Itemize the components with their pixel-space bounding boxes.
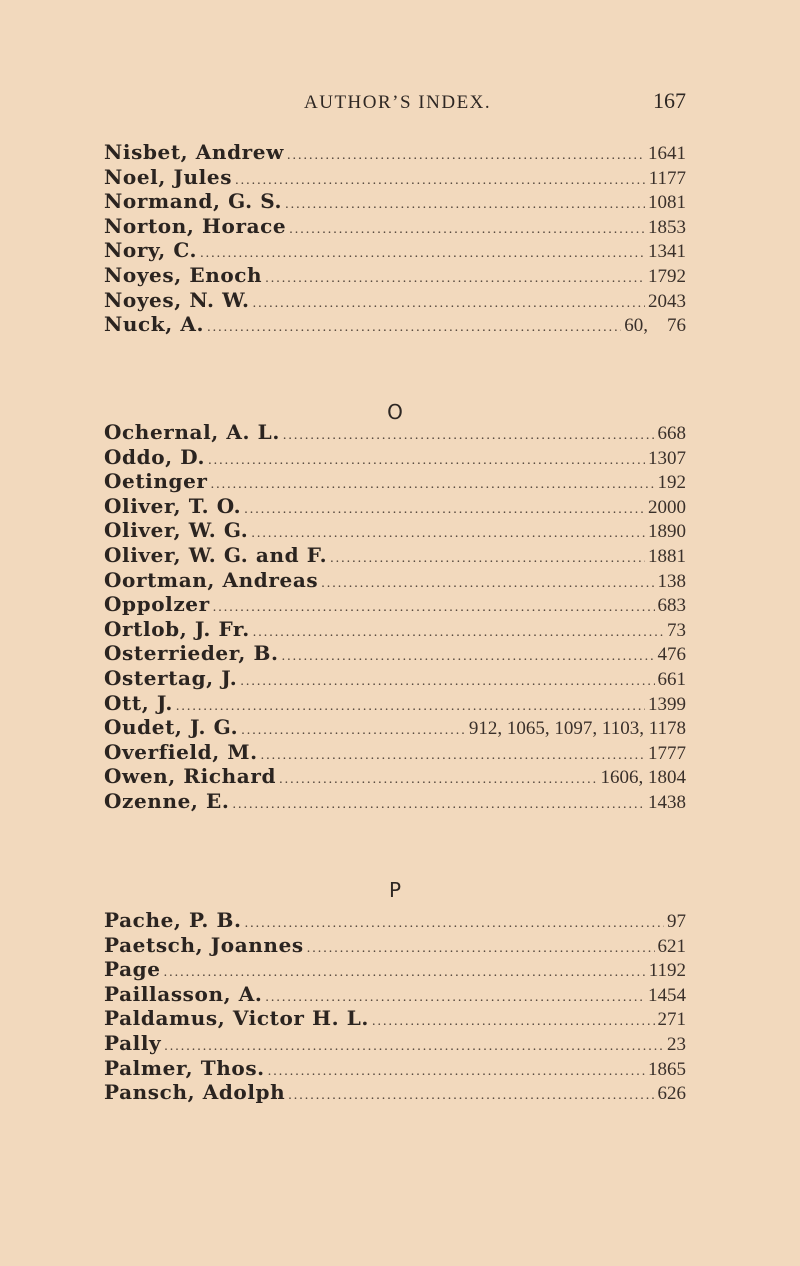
index-entry (104, 469, 686, 494)
dot-leader (330, 547, 645, 568)
index-entry (104, 263, 686, 288)
index-entry (104, 1056, 686, 1081)
page-references: 1192 (648, 960, 686, 982)
dot-leader (164, 1035, 664, 1056)
index-entry (104, 764, 686, 789)
author-name: Nisbet, Andrew (104, 140, 284, 164)
author-name: Noel, Jules (104, 164, 233, 189)
section-o (104, 420, 686, 814)
page-references: 1792 (648, 265, 686, 287)
index-entry (104, 518, 686, 543)
index-entry (104, 691, 686, 716)
author-name: Pansch, Adolph (104, 1080, 286, 1105)
page-number: 167 (653, 88, 686, 113)
index-entry (104, 1080, 686, 1105)
index-entry (104, 715, 686, 740)
dot-leader (200, 242, 645, 263)
dot-leader (268, 1060, 645, 1081)
running-head (104, 88, 686, 118)
index-entry (104, 592, 686, 617)
dot-leader (279, 768, 597, 789)
page-references: 1177 (648, 167, 686, 189)
index-entry (104, 1031, 686, 1056)
author-name: Oliver, T. O. (104, 493, 242, 518)
author-name: Page (104, 957, 161, 982)
dot-leader (232, 793, 645, 814)
index-entry (104, 140, 686, 165)
author-name: Nuck, A. (104, 312, 205, 337)
index-entry (104, 982, 686, 1007)
index-entry (104, 666, 686, 691)
page-references: 1606, 1804 (600, 767, 686, 789)
author-name: Pache, P. B. (104, 908, 242, 932)
author-name: Normand, G. S. (104, 189, 283, 214)
index-entry (104, 288, 686, 313)
index-entry (104, 617, 686, 642)
index-entry (104, 1006, 686, 1031)
section-p (104, 908, 686, 1105)
author-name: Norton, Horace (104, 213, 287, 238)
author-name: Palmer, Thos. (104, 1055, 265, 1080)
author-name: Oudet, J. G. (104, 715, 239, 740)
section-n (104, 140, 686, 337)
page-references: 1307 (648, 447, 686, 469)
dot-leader (241, 719, 466, 740)
page-references: 1890 (648, 521, 686, 543)
page-references: 626 (657, 1083, 686, 1105)
dot-leader (244, 498, 645, 519)
dot-leader (372, 1010, 655, 1031)
author-name: Pally (104, 1030, 162, 1055)
dot-leader (287, 144, 645, 165)
index-entry (104, 789, 686, 814)
author-name: Overfield, M. (104, 739, 258, 764)
index-entry (104, 543, 686, 568)
dot-leader (285, 193, 645, 214)
letter-heading-p: P (388, 878, 402, 902)
index-entry (104, 165, 686, 190)
page-references: 1865 (648, 1058, 686, 1080)
dot-leader (321, 572, 654, 593)
page-references: 1777 (648, 742, 686, 764)
index-entry (104, 933, 686, 958)
index-entry (104, 214, 686, 239)
author-name: Oppolzer (104, 592, 210, 617)
page-references: 2000 (648, 496, 686, 518)
author-name: Noyes, Enoch (104, 262, 263, 287)
dot-leader (235, 169, 646, 190)
author-name: Nory, C. (104, 238, 198, 263)
author-name: Ochernal, A. L. (104, 420, 280, 444)
page-references: 60, 76 (624, 315, 686, 337)
author-name: Noyes, N. W. (104, 287, 250, 312)
dot-leader (288, 1084, 654, 1105)
page-references: 476 (657, 644, 686, 666)
author-name: Paldamus, Victor H. L. (104, 1006, 369, 1031)
author-name: Osterrieder, B. (104, 641, 279, 666)
dot-leader (240, 670, 654, 691)
page-references: 1081 (648, 192, 686, 214)
author-name: Ostertag, J. (104, 665, 238, 690)
author-name: Oliver, W. G. and F. (104, 542, 328, 567)
index-entry (104, 238, 686, 263)
index-entry (104, 445, 686, 470)
page-references: 1438 (648, 791, 686, 813)
dot-leader (265, 986, 645, 1007)
index-entry (104, 420, 686, 445)
page-references: 192 (657, 472, 686, 494)
dot-leader (307, 937, 655, 958)
page-references: 73 (667, 619, 686, 641)
index-entry (104, 740, 686, 765)
letter-heading-o: O (387, 400, 403, 424)
dot-leader (253, 621, 664, 642)
dot-leader (289, 218, 645, 239)
dot-leader (208, 449, 645, 470)
index-entry (104, 641, 686, 666)
dot-leader (283, 424, 655, 445)
author-name: Paetsch, Joannes (104, 932, 304, 957)
page-references: 1853 (648, 216, 686, 238)
index-entry (104, 312, 686, 337)
index-entry (104, 494, 686, 519)
page-references: 23 (667, 1033, 686, 1055)
dot-leader (261, 744, 645, 765)
dot-leader (207, 316, 621, 337)
dot-leader (251, 522, 645, 543)
author-name: Oetinger (104, 469, 208, 494)
running-head-title: AUTHOR’S INDEX. (304, 92, 492, 113)
author-name: Owen, Richard (104, 764, 277, 789)
author-name: Oliver, W. G. (104, 518, 249, 543)
author-name: Ott, J. (104, 690, 173, 715)
dot-leader (176, 695, 645, 716)
author-name: Paillasson, A. (104, 981, 263, 1006)
page-references: 2043 (648, 290, 686, 312)
index-entry (104, 957, 686, 982)
page-references: 138 (657, 570, 686, 592)
page-references: 621 (657, 935, 686, 957)
page-references: 97 (667, 911, 686, 932)
page-references: 271 (657, 1009, 686, 1031)
dot-leader (265, 267, 645, 288)
dot-leader (164, 961, 646, 982)
index-entry (104, 908, 686, 933)
author-name: Oortman, Andreas (104, 567, 319, 592)
page-references: 668 (657, 423, 686, 444)
dot-leader (282, 645, 655, 666)
dot-leader (245, 912, 664, 933)
dot-leader (211, 473, 655, 494)
page-references: 661 (657, 668, 686, 690)
dot-leader (213, 596, 655, 617)
page-references: 1881 (648, 545, 686, 567)
author-name: Ozenne, E. (104, 788, 230, 813)
author-name: Ortlob, J. Fr. (104, 616, 250, 641)
author-name: Oddo, D. (104, 444, 206, 469)
dot-leader (253, 292, 645, 313)
index-entry (104, 189, 686, 214)
page-references: 1399 (648, 693, 686, 715)
index-entry (104, 568, 686, 593)
page-references: 1641 (648, 143, 686, 164)
page-references: 683 (657, 595, 686, 617)
page-references: 1341 (648, 241, 686, 263)
page-references: 1454 (648, 984, 686, 1006)
page-references: 912, 1065, 1097, 1103, 1178 (468, 718, 686, 740)
